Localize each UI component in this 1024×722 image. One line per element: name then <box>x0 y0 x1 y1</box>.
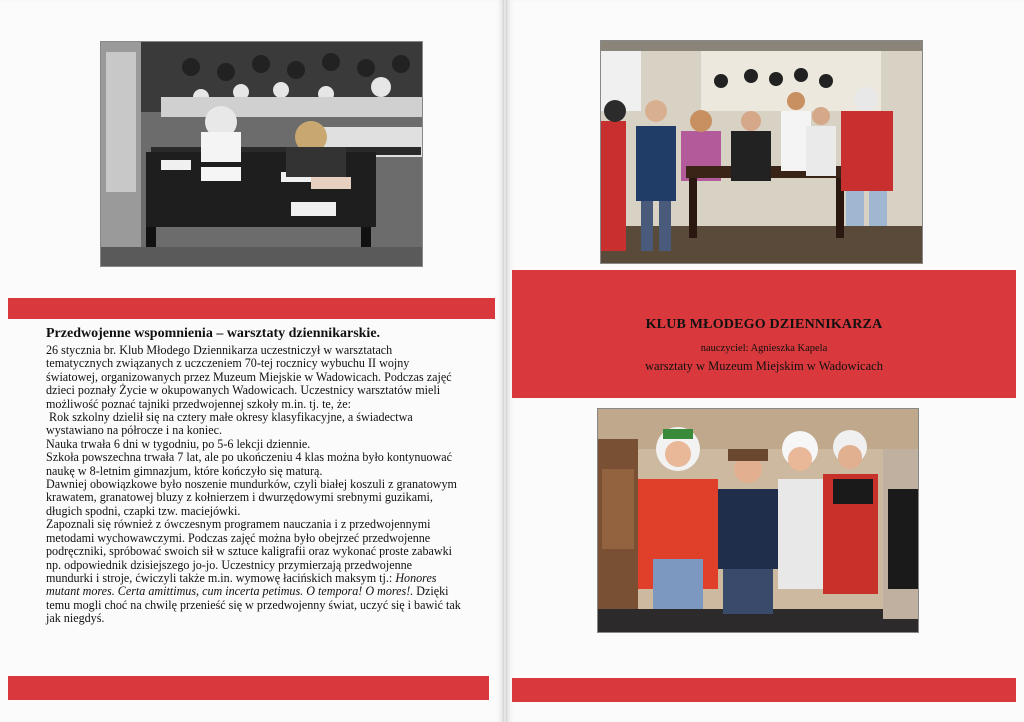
article-line: Rok szkolny dzielił się na cztery małe okresy klasyfikacyjne, a świadectwa <box>46 410 413 425</box>
article-line: metodami wychowawczymi. Podczas zajęć można było obejrzeć przedwojenne <box>46 530 431 545</box>
article-line: Dawniej obowiązkowe było noszenie mundurków, czyli białej koszuli z granatowym <box>46 477 457 492</box>
costumed-children-photo <box>597 408 919 633</box>
teacher-line: nauczyciel: Agnieszka Kapela <box>700 343 828 354</box>
article-line: temu mogli choć na chwilę przenieść się w przedwojenny świat, uczyć się i bawić tak <box>46 597 461 612</box>
article-line: światowej, organizowanych przez Muzeum Miejskie w Wadowicach. Podczas zajęć <box>46 369 452 384</box>
classroom-writing-photo <box>100 41 423 267</box>
latin-maxim: Honores <box>395 570 437 585</box>
group-in-classroom-photo <box>600 40 923 264</box>
article-line: np. odpowiednik dzisiejszego jo-jo. Uczestnicy przymierzają przedwojenne <box>46 557 413 572</box>
latin-maxim: mutant mores. Certa amittimus, cum incerta petimus. O tempora! O mores!. <box>46 584 414 599</box>
article-line: tematycznych związanych z uczczeniem 70-tej rocznicy wybuchu II wojny <box>46 356 410 371</box>
article-line: Zapoznali się również z ówczesnym programem nauczania i z przedwojennymi <box>46 517 431 532</box>
article-line <box>46 585 494 598</box>
article-line: naukę w 8-letnim gimnazjum, które kończyło się maturą. <box>46 463 323 478</box>
workshop-place: warsztaty w Muzeum Miejskim w Wadowicach <box>645 359 883 373</box>
article-line-text: Dzięki <box>413 584 449 599</box>
article-line: długich spodni, czapki tzw. maciejówki. <box>46 503 241 518</box>
article-line: Nauka trwała 6 dni w tygodniu, po 5-6 lekcji dziennie. <box>46 436 311 451</box>
article <box>46 326 494 626</box>
article-line-text: mundurki i stroje, ćwiczyli także m.in. wymowę łacińskich maksym tj.: <box>46 570 393 585</box>
article-line: dzieci poznały Życie w okupowanych Wadowicach. Uczestnicy warsztatów mieli <box>46 383 441 398</box>
article-line: podręczniki, spróbować swoich sił w sztuce kaligrafii oraz wykonać proste zabawki <box>46 544 453 559</box>
article-line: jak niegdyś. <box>46 611 105 626</box>
article-line: wystawiano na półrocze i na koniec. <box>46 423 222 438</box>
article-line: Szkoła powszechna trwała 7 lat, ale po ukończeniu 4 klas można było kontynuować <box>46 450 453 465</box>
article-line: krawatem, granatowej bluzy z kołnierzem i dwurzędowymi srebnymi guzikami, <box>46 490 433 505</box>
club-banner <box>512 270 1016 398</box>
page-fold <box>503 0 507 722</box>
club-title: KLUB MŁODEGO DZIENNIKARZA <box>645 317 883 332</box>
bottom-red-bar-right <box>512 678 1016 702</box>
article-line: możliwość poznać tajniki przedwojennej szkoły m.in. tj. te, że: <box>46 396 351 411</box>
article-line: 26 stycznia br. Klub Młodego Dziennikarza uczestniczył w warsztatach <box>46 343 393 357</box>
top-red-bar <box>8 298 495 319</box>
article-heading: Przedwojenne wspomnienia – warsztaty dziennikarskie. <box>46 326 381 341</box>
bottom-red-bar-left <box>8 676 489 700</box>
article-line <box>46 572 494 585</box>
